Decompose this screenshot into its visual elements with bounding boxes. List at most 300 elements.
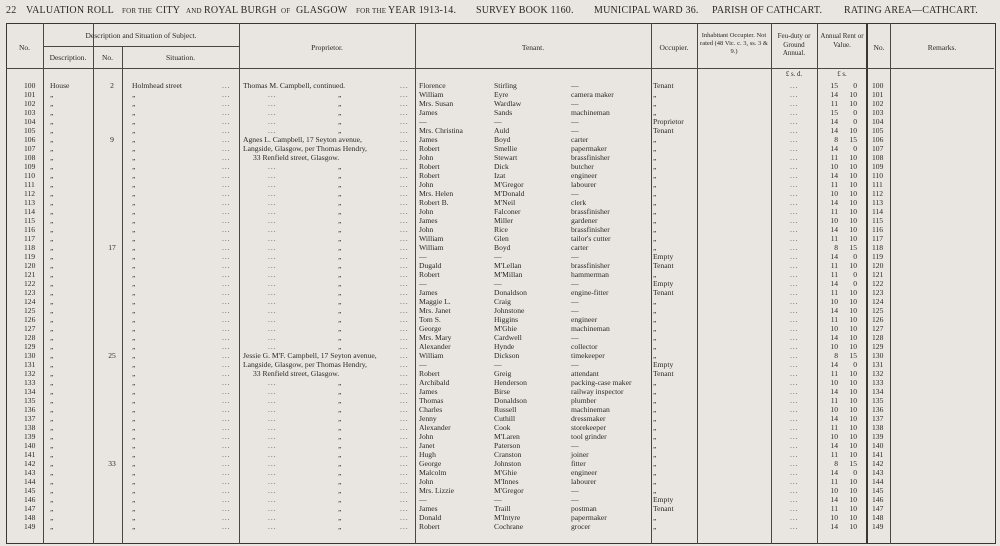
annual-pounds: 10	[830, 324, 838, 333]
title-for: FOR THE	[122, 7, 153, 15]
description: „	[50, 477, 55, 486]
occupier-status: Proprietor	[653, 117, 684, 126]
description: „	[50, 423, 55, 432]
occupation: postman	[571, 504, 597, 513]
col-header-no2: No.	[101, 53, 114, 62]
dot-leader: ...	[268, 207, 277, 216]
tenant-surname: Falconer	[494, 207, 521, 216]
annual-shillings: 10	[849, 189, 857, 198]
row-number: 129	[24, 342, 36, 351]
proprietor-ditto: „	[338, 279, 343, 288]
dot-leader: ...	[400, 513, 409, 522]
description: „	[50, 306, 55, 315]
annual-shillings: 10	[849, 504, 857, 513]
table-row	[0, 495, 1000, 504]
annual-pounds: 11	[830, 207, 838, 216]
dot-leader: ...	[790, 126, 799, 135]
annual-pounds: 11	[830, 504, 838, 513]
dot-leader: ...	[790, 135, 799, 144]
row-number: 109	[24, 162, 36, 171]
description: „	[50, 99, 55, 108]
dot-leader: ...	[222, 387, 231, 396]
situation: „	[132, 234, 137, 243]
dot-leader: ...	[222, 486, 231, 495]
tenant-first-name: —	[419, 495, 427, 504]
dot-leader: ...	[268, 117, 277, 126]
annual-shillings: 10	[849, 99, 857, 108]
proprietor-ditto: „	[338, 117, 343, 126]
occupation: —	[571, 189, 579, 198]
description: „	[50, 279, 55, 288]
situation: „	[132, 414, 137, 423]
annual-shillings: 0	[853, 279, 857, 288]
row-number-right: 144	[872, 477, 884, 486]
tenant-surname: Dickson	[494, 351, 520, 360]
occupation: storekeeper	[571, 423, 606, 432]
row-number: 133	[24, 378, 36, 387]
dot-leader: ...	[790, 207, 799, 216]
occupation: tool grinder	[571, 432, 607, 441]
dot-leader: ...	[268, 99, 277, 108]
row-number-right: 121	[872, 270, 884, 279]
dot-leader: ...	[400, 135, 409, 144]
dot-leader: ...	[400, 423, 409, 432]
dot-leader: ...	[268, 90, 277, 99]
dot-leader: ...	[222, 81, 231, 90]
dot-leader: ...	[790, 144, 799, 153]
tenant-surname: —	[494, 252, 502, 261]
dot-leader: ...	[400, 288, 409, 297]
dot-leader: ...	[222, 99, 231, 108]
description: „	[50, 333, 55, 342]
dot-leader: ...	[222, 405, 231, 414]
occupier-status: „	[653, 153, 657, 162]
tenant-surname: Johnston	[494, 459, 522, 468]
row-number: 136	[24, 405, 36, 414]
dot-leader: ...	[268, 216, 277, 225]
dot-leader: ...	[268, 306, 277, 315]
annual-pounds: 14	[830, 225, 838, 234]
tenant-first-name: Hugh	[419, 450, 436, 459]
dot-leader: ...	[268, 450, 277, 459]
row-number-right: 138	[872, 423, 884, 432]
page-header	[6, 5, 996, 18]
dot-leader: ...	[222, 243, 231, 252]
situation: „	[132, 423, 137, 432]
table-row	[0, 477, 1000, 486]
description: „	[50, 234, 55, 243]
description: „	[50, 441, 55, 450]
proprietor-ditto: „	[338, 405, 343, 414]
description: „	[50, 189, 55, 198]
dot-leader: ...	[268, 513, 277, 522]
occupier-status: „	[653, 396, 657, 405]
dot-leader: ...	[268, 315, 277, 324]
dot-leader: ...	[268, 333, 277, 342]
proprietor-ditto: „	[338, 234, 343, 243]
description: „	[50, 207, 55, 216]
col-header-inhabitant: Inhabitant Occupier. Not rated (48 Vic. c. 3, ss. 3 & 9.)	[700, 32, 768, 55]
proprietor-ditto: „	[338, 306, 343, 315]
tenant-surname: Paterson	[494, 441, 521, 450]
tenant-surname: M'Ghie	[494, 324, 517, 333]
table-row	[0, 288, 1000, 297]
row-number: 137	[24, 414, 36, 423]
annual-pounds: 10	[830, 486, 838, 495]
annual-shillings: 10	[849, 414, 857, 423]
table-row	[0, 387, 1000, 396]
tenant-surname: M'Millan	[494, 270, 523, 279]
dot-leader: ...	[790, 117, 799, 126]
row-number: 110	[24, 171, 36, 180]
tenant-first-name: Alexander	[419, 423, 451, 432]
dot-leader: ...	[790, 225, 799, 234]
dot-leader: ...	[400, 495, 409, 504]
occupation: engineer	[571, 468, 598, 477]
table-row	[0, 180, 1000, 189]
situation: „	[132, 99, 137, 108]
table-row	[0, 396, 1000, 405]
proprietor-ditto: „	[338, 225, 343, 234]
annual-pounds: 14	[830, 387, 838, 396]
col-header-no: No.	[18, 43, 31, 52]
tenant-first-name: James	[419, 108, 438, 117]
occupation: attendant	[571, 369, 599, 378]
description: „	[50, 288, 55, 297]
row-number-right: 112	[872, 189, 884, 198]
annual-pounds: 10	[830, 432, 838, 441]
annual-pounds: 14	[830, 522, 838, 531]
title-for-2: FOR THE	[356, 7, 387, 15]
situation: „	[132, 387, 137, 396]
proprietor-ditto: „	[338, 261, 343, 270]
dot-leader: ...	[268, 288, 277, 297]
annual-shillings: 10	[849, 513, 857, 522]
row-number: 132	[24, 369, 36, 378]
tenant-first-name: Mrs. Helen	[419, 189, 454, 198]
row-number-right: 132	[872, 369, 884, 378]
rating-area: RATING AREA—CATHCART.	[844, 5, 978, 16]
table-row	[0, 306, 1000, 315]
dot-leader: ...	[268, 342, 277, 351]
dot-leader: ...	[790, 198, 799, 207]
dot-leader: ...	[790, 477, 799, 486]
proprietor-ditto: „	[338, 396, 343, 405]
tenant-surname: Boyd	[494, 243, 511, 252]
row-number: 124	[24, 297, 36, 306]
situation: „	[132, 450, 137, 459]
tenant-first-name: Mrs. Susan	[419, 99, 454, 108]
dot-leader: ...	[400, 216, 409, 225]
row-number-right: 110	[872, 171, 884, 180]
proprietor-ditto: „	[338, 297, 343, 306]
dot-leader: ...	[790, 108, 799, 117]
tenant-first-name: Thomas	[419, 396, 444, 405]
table-row	[0, 261, 1000, 270]
dot-leader: ...	[790, 459, 799, 468]
col-header-tenant: Tenant.	[521, 43, 545, 52]
occupation: —	[571, 81, 579, 90]
col-header-description-group: Description and Situation of Subject.	[85, 31, 197, 40]
occupation: plumber	[571, 396, 597, 405]
row-number-right: 135	[872, 396, 884, 405]
dot-leader: ...	[790, 315, 799, 324]
proprietor-ditto: „	[338, 180, 343, 189]
dot-leader: ...	[222, 180, 231, 189]
dot-leader: ...	[268, 297, 277, 306]
table-row	[0, 486, 1000, 495]
proprietor-ditto: „	[338, 90, 343, 99]
occupier-status: Empty	[653, 252, 674, 261]
proprietor-ditto: „	[338, 459, 343, 468]
table-row	[0, 126, 1000, 135]
table-row	[0, 90, 1000, 99]
occupier-status: „	[653, 459, 657, 468]
dot-leader: ...	[790, 360, 799, 369]
dot-leader: ...	[400, 306, 409, 315]
dot-leader: ...	[268, 252, 277, 261]
occupier-status: Empty	[653, 360, 674, 369]
tenant-surname: M'Intyre	[494, 513, 521, 522]
row-number-right: 101	[872, 90, 884, 99]
dot-leader: ...	[790, 369, 799, 378]
row-number-right: 149	[872, 522, 884, 531]
annual-shillings: 15	[849, 351, 857, 360]
annual-shillings: 10	[849, 369, 857, 378]
house-number: 9	[110, 135, 114, 144]
occupier-status: „	[653, 486, 657, 495]
table-row	[0, 270, 1000, 279]
tenant-first-name: John	[419, 432, 434, 441]
dot-leader: ...	[268, 162, 277, 171]
annual-pounds: 11	[830, 477, 838, 486]
col-header-no3: No.	[873, 43, 885, 52]
table-row	[0, 171, 1000, 180]
dot-leader: ...	[222, 225, 231, 234]
annual-pounds: 14	[830, 126, 838, 135]
tenant-first-name: James	[419, 504, 438, 513]
situation: „	[132, 126, 137, 135]
dot-leader: ...	[790, 270, 799, 279]
occupation: engineer	[571, 171, 598, 180]
annual-shillings: 10	[849, 378, 857, 387]
dot-leader: ...	[222, 513, 231, 522]
annual-shillings: 0	[853, 252, 857, 261]
description: „	[50, 387, 55, 396]
tenant-first-name: George	[419, 459, 442, 468]
row-number: 148	[24, 513, 36, 522]
tenant-first-name: Janet	[419, 441, 435, 450]
occupation: dressmaker	[571, 414, 606, 423]
row-number-right: 142	[872, 459, 884, 468]
occupation: —	[571, 333, 579, 342]
row-number-right: 137	[872, 414, 884, 423]
dot-leader: ...	[222, 108, 231, 117]
col-header-occupier: Occupier.	[659, 43, 689, 52]
annual-shillings: 10	[849, 288, 857, 297]
row-number-right: 100	[872, 81, 884, 90]
situation: „	[132, 279, 137, 288]
dot-leader: ...	[268, 261, 277, 270]
row-number-right: 148	[872, 513, 884, 522]
annual-pounds: 10	[830, 342, 838, 351]
row-number-right: 119	[872, 252, 884, 261]
row-number-right: 107	[872, 144, 884, 153]
annual-pounds: 14	[830, 198, 838, 207]
row-number: 100	[24, 81, 36, 90]
occupier-status: „	[653, 90, 657, 99]
row-number: 127	[24, 324, 36, 333]
occupation: —	[571, 279, 579, 288]
situation: „	[132, 297, 137, 306]
dot-leader: ...	[400, 387, 409, 396]
dot-leader: ...	[268, 414, 277, 423]
tenant-surname: Cochrane	[494, 522, 524, 531]
row-number: 144	[24, 477, 36, 486]
title-year: YEAR 1913-14.	[388, 5, 457, 16]
annual-shillings: 10	[849, 153, 857, 162]
dot-leader: ...	[222, 450, 231, 459]
row-number-right: 104	[872, 117, 884, 126]
tenant-first-name: William	[419, 243, 444, 252]
row-number: 116	[24, 225, 36, 234]
occupier-status: „	[653, 171, 657, 180]
table-row	[0, 225, 1000, 234]
row-number-right: 146	[872, 495, 884, 504]
annual-shillings: 10	[849, 405, 857, 414]
annual-pounds: 8	[834, 135, 838, 144]
occupier-status: „	[653, 477, 657, 486]
dot-leader: ...	[790, 180, 799, 189]
occupier-status: Empty	[653, 279, 674, 288]
dot-leader: ...	[400, 360, 409, 369]
description: „	[50, 216, 55, 225]
occupier-status: Tenant	[653, 288, 674, 297]
tenant-surname: Donaldson	[494, 396, 527, 405]
annual-pounds: 15	[830, 108, 838, 117]
dot-leader: ...	[400, 153, 409, 162]
description: „	[50, 108, 55, 117]
occupier-status: „	[653, 315, 657, 324]
dot-leader: ...	[268, 198, 277, 207]
situation: „	[132, 504, 137, 513]
tenant-first-name: —	[419, 117, 427, 126]
table-row	[0, 504, 1000, 513]
dot-leader: ...	[790, 432, 799, 441]
situation: „	[132, 207, 137, 216]
tenant-surname: Izat	[494, 171, 506, 180]
row-number-right: 105	[872, 126, 884, 135]
table-row	[0, 189, 1000, 198]
title-glasgow: GLASGOW	[296, 5, 348, 16]
tenant-surname: Miller	[494, 216, 513, 225]
situation: Holmhead street	[132, 81, 182, 90]
dot-leader: ...	[222, 414, 231, 423]
annual-shillings: 0	[853, 360, 857, 369]
dot-leader: ...	[222, 171, 231, 180]
occupier-status: Tenant	[653, 261, 674, 270]
occupier-status: „	[653, 207, 657, 216]
annual-pounds: 11	[830, 153, 838, 162]
dot-leader: ...	[400, 117, 409, 126]
row-number: 121	[24, 270, 36, 279]
occupation: butcher	[571, 162, 594, 171]
table-row	[0, 522, 1000, 531]
annual-shillings: 10	[849, 315, 857, 324]
situation: „	[132, 333, 137, 342]
description: „	[50, 162, 55, 171]
tenant-first-name: John	[419, 207, 434, 216]
proprietor-ditto: „	[338, 441, 343, 450]
dot-leader: ...	[222, 189, 231, 198]
tenant-surname: Donaldson	[494, 288, 527, 297]
situation: „	[132, 180, 137, 189]
proprietor-ditto: „	[338, 414, 343, 423]
description: „	[50, 342, 55, 351]
annual-shillings: 10	[849, 495, 857, 504]
tenant-surname: Craig	[494, 297, 511, 306]
occupier-status: „	[653, 450, 657, 459]
tenant-first-name: William	[419, 90, 444, 99]
situation: „	[132, 369, 137, 378]
occupation: brassfinisher	[571, 153, 610, 162]
row-number-right: 113	[872, 198, 884, 207]
description: „	[50, 369, 55, 378]
tenant-first-name: Robert	[419, 369, 440, 378]
annual-pounds: 10	[830, 405, 838, 414]
row-number-right: 108	[872, 153, 884, 162]
row-number: 111	[24, 180, 35, 189]
description: „	[50, 90, 55, 99]
tenant-first-name: Maggie L.	[419, 297, 451, 306]
row-number: 131	[24, 360, 36, 369]
table-row	[0, 144, 1000, 153]
row-number: 141	[24, 450, 36, 459]
tenant-surname: M'Ghie	[494, 468, 517, 477]
occupation: —	[571, 297, 579, 306]
parish: PARISH OF CATHCART.	[712, 5, 823, 16]
proprietor-ditto: „	[338, 99, 343, 108]
annual-shillings: 10	[849, 342, 857, 351]
description: „	[50, 261, 55, 270]
description: „	[50, 225, 55, 234]
situation: „	[132, 162, 137, 171]
dot-leader: ...	[268, 225, 277, 234]
col-header-description: Description.	[49, 53, 87, 62]
row-number-right: 118	[872, 243, 884, 252]
tenant-surname: Cardwell	[494, 333, 522, 342]
description: „	[50, 324, 55, 333]
tenant-first-name: William	[419, 351, 444, 360]
row-number: 118	[24, 243, 36, 252]
description: „	[50, 180, 55, 189]
situation: „	[132, 351, 137, 360]
tenant-surname: Greig	[494, 369, 512, 378]
occupier-status: „	[653, 297, 657, 306]
annual-pounds: 14	[830, 171, 838, 180]
dot-leader: ...	[222, 396, 231, 405]
occupation: timekeeper	[571, 351, 605, 360]
tenant-first-name: Malcolm	[419, 468, 447, 477]
table-row	[0, 108, 1000, 117]
situation: „	[132, 495, 137, 504]
dot-leader: ...	[222, 126, 231, 135]
table-row	[0, 333, 1000, 342]
description: „	[50, 171, 55, 180]
occupier-status: „	[653, 405, 657, 414]
proprietor-ditto: „	[338, 333, 343, 342]
dot-leader: ...	[222, 342, 231, 351]
